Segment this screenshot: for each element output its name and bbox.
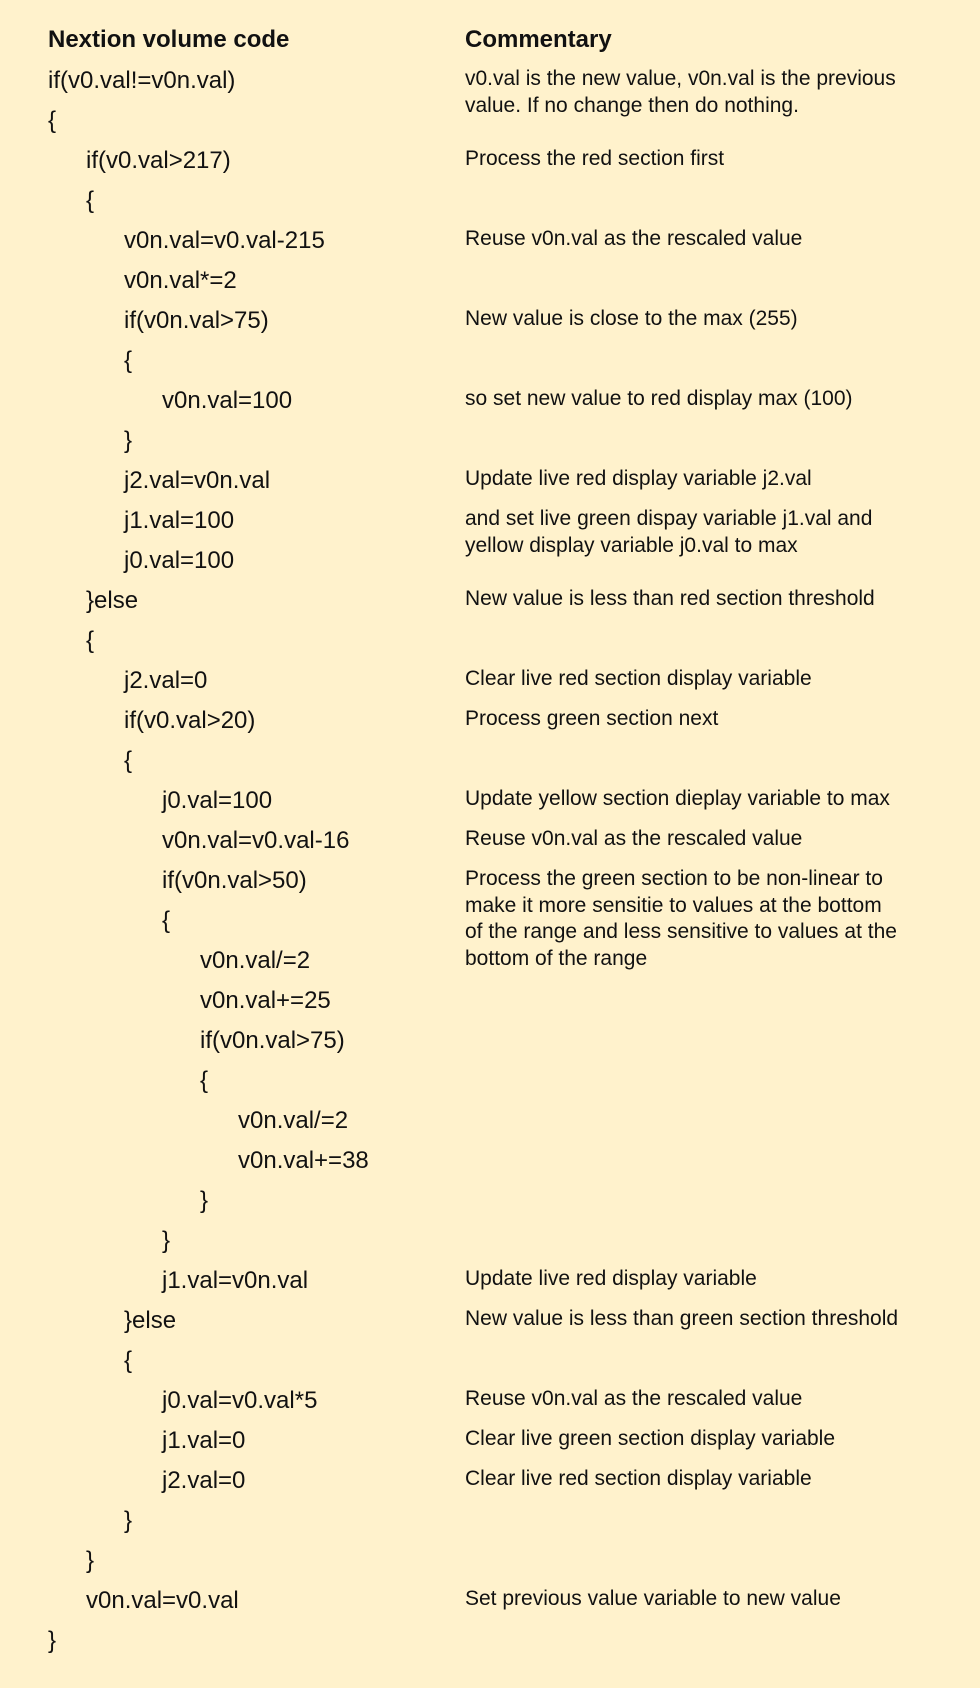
table-row <box>0 901 980 941</box>
table-row <box>0 261 980 301</box>
table-row <box>0 1301 980 1341</box>
table-row <box>0 1221 980 1261</box>
code-line: { <box>124 1347 133 1374</box>
table-row <box>0 541 980 581</box>
code-line: j0.val=v0.val*5 <box>162 1387 318 1414</box>
code-line: j2.val=0 <box>162 1467 246 1494</box>
code-line: j2.val=v0n.val <box>124 467 271 494</box>
table-header <box>0 24 980 64</box>
table-row <box>0 1421 980 1461</box>
commentary-text: Reuse v0n.val as the rescaled value <box>465 227 803 250</box>
code-line: }else <box>124 1307 177 1334</box>
table-row <box>0 101 980 141</box>
table-row <box>0 1541 980 1581</box>
code-line: v0n.val+=25 <box>200 987 331 1014</box>
table-row <box>0 621 980 661</box>
table-row <box>0 1581 980 1621</box>
table-row <box>0 661 980 701</box>
table-row <box>0 61 980 117</box>
commentary-text: Process the green section to be non-linear to make it more sensitie to values at the bottom of the range and less sensitive to values at the bottom of the range <box>465 867 897 970</box>
commentary-text: so set new value to red display max (100) <box>465 387 853 410</box>
commentary-text: New value is close to the max (255) <box>465 307 798 330</box>
commentary-text: and set live green dispay variable j1.val and yellow display variable j0.val to max <box>465 507 873 557</box>
table-row <box>0 1461 980 1501</box>
table-row <box>0 1141 980 1181</box>
table-row <box>0 341 980 381</box>
table-row <box>0 1501 980 1541</box>
code-line: { <box>200 1067 209 1094</box>
code-line: { <box>86 627 95 654</box>
code-line: } <box>124 427 133 454</box>
commentary-text: New value is less than green section threshold <box>465 1307 899 1330</box>
commentary-text: Update yellow section dieplay variable to max <box>465 787 890 810</box>
table-row <box>0 701 980 741</box>
code-line: j1.val=100 <box>124 507 235 534</box>
table-row <box>0 141 980 181</box>
table-row <box>0 781 980 821</box>
table-row <box>0 981 980 1021</box>
commentary-text: Reuse v0n.val as the rescaled value <box>465 827 803 850</box>
code-line: v0n.val/=2 <box>200 947 311 974</box>
table-row <box>0 181 980 221</box>
table-row <box>0 1101 980 1141</box>
table-row <box>0 741 980 781</box>
code-line: } <box>200 1187 209 1214</box>
code-line: j2.val=0 <box>124 667 208 694</box>
commentary-text: Clear live red section display variable <box>465 1467 812 1490</box>
code-line: v0n.val=100 <box>162 387 293 414</box>
commentary-text: Update live red display variable j2.val <box>465 467 812 490</box>
table-row <box>0 301 980 341</box>
commentary-text: Clear live green section display variable <box>465 1427 836 1450</box>
code-line: if(v0n.val>75) <box>200 1027 345 1054</box>
code-line: if(v0n.val>75) <box>124 307 269 334</box>
code-line: j1.val=0 <box>162 1427 246 1454</box>
code-line: v0n.val=v0.val-16 <box>162 827 350 854</box>
table-row <box>0 1341 980 1381</box>
code-line: { <box>162 907 171 934</box>
commentary-text: New value is less than red section threshold <box>465 587 875 610</box>
table-row <box>0 1021 980 1061</box>
code-line: if(v0.val>217) <box>86 147 231 174</box>
code-line: { <box>124 347 133 374</box>
table-row <box>0 421 980 461</box>
code-line: } <box>86 1547 95 1574</box>
code-line: } <box>124 1507 133 1534</box>
commentary-text: Process green section next <box>465 707 719 730</box>
table-row <box>0 1061 980 1101</box>
table-row <box>0 1261 980 1301</box>
code-line: { <box>86 187 95 214</box>
code-line: if(v0.val!=v0n.val) <box>48 67 236 94</box>
table-row <box>0 1381 980 1421</box>
code-line: { <box>48 107 57 134</box>
table-row <box>0 821 980 861</box>
commentary-text: Set previous value variable to new value <box>465 1587 841 1610</box>
code-line: j0.val=100 <box>124 547 235 574</box>
code-column-heading: Nextion volume code <box>48 26 290 53</box>
code-line: if(v0.val>20) <box>124 707 256 734</box>
commentary-column-heading: Commentary <box>465 26 612 53</box>
code-line: v0n.val+=38 <box>238 1147 369 1174</box>
table-row <box>0 581 980 621</box>
code-line: }else <box>86 587 139 614</box>
code-line: v0n.val*=2 <box>124 267 237 294</box>
table-row <box>0 1181 980 1221</box>
code-line: if(v0n.val>50) <box>162 867 307 894</box>
table-row <box>0 941 980 981</box>
code-line: } <box>162 1227 171 1254</box>
commentary-text: Process the red section first <box>465 147 725 170</box>
table-row <box>0 381 980 421</box>
code-line: j0.val=100 <box>162 787 273 814</box>
commentary-text: v0.val is the new value, v0n.val is the previous value. If no change then do nothing. <box>465 67 896 117</box>
code-line: j1.val=v0n.val <box>162 1267 309 1294</box>
table-row <box>0 221 980 261</box>
code-line: } <box>48 1627 57 1654</box>
code-line: v0n.val=v0.val <box>86 1587 239 1614</box>
commentary-text: Update live red display variable <box>465 1267 757 1290</box>
commentary-text: Clear live red section display variable <box>465 667 812 690</box>
code-line: v0n.val=v0.val-215 <box>124 227 325 254</box>
code-line: v0n.val/=2 <box>238 1107 349 1134</box>
table-row <box>0 461 980 501</box>
commentary-text: Reuse v0n.val as the rescaled value <box>465 1387 803 1410</box>
table-row <box>0 501 980 557</box>
table-row <box>0 1621 980 1661</box>
code-line: { <box>124 747 133 774</box>
code-table <box>0 61 980 1661</box>
